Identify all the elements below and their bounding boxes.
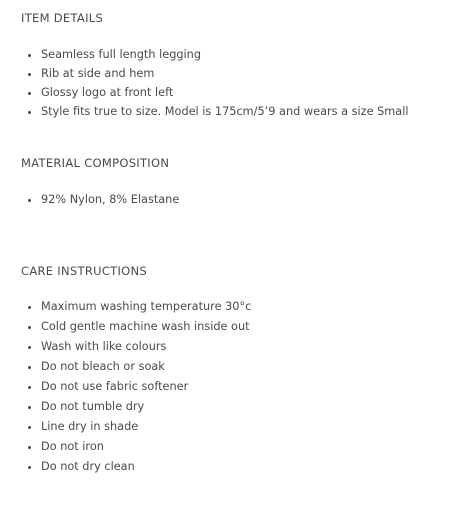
list-item: Maximum washing temperature 30°c: [21, 297, 251, 317]
list-item: 92% Nylon, 8% Elastane: [21, 190, 179, 209]
list-item: Do not iron: [21, 437, 251, 457]
item-details-heading: ITEM DETAILS: [21, 11, 104, 25]
list-item: Wash with like colours: [21, 337, 251, 357]
list-item: Line dry in shade: [21, 417, 251, 437]
list-item: Do not tumble dry: [21, 397, 251, 417]
list-item: Glossy logo at front left: [21, 83, 409, 102]
list-item: Cold gentle machine wash inside out: [21, 317, 251, 337]
list-item: Seamless full length legging: [21, 45, 409, 64]
list-item: Do not bleach or soak: [21, 357, 251, 377]
list-item: Style fits true to size. Model is 175cm/5’9 and wears a size Small: [21, 102, 409, 121]
care-instructions-heading: CARE INSTRUCTIONS: [21, 264, 148, 278]
material-composition-list: [21, 190, 179, 209]
list-item: Rib at side and hem: [21, 64, 409, 83]
list-item: Do not use fabric softener: [21, 377, 251, 397]
item-details-list: [21, 45, 409, 121]
material-composition-heading: MATERIAL COMPOSITION: [21, 156, 170, 170]
list-item: Do not dry clean: [21, 457, 251, 477]
care-instructions-list: [21, 297, 251, 477]
